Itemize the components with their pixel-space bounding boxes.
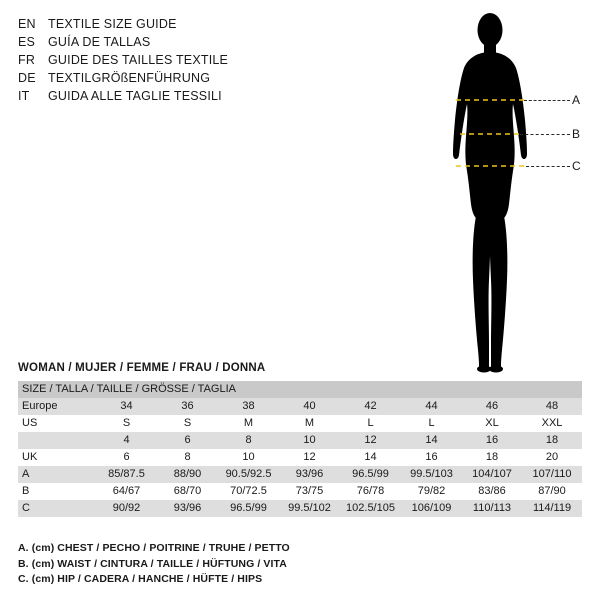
row-label: B — [18, 483, 96, 500]
body-silhouette-icon — [420, 8, 600, 378]
language-row — [18, 52, 298, 69]
table-row — [18, 466, 582, 483]
row-label: US — [18, 415, 96, 432]
table-cell: 99.5/103 — [401, 466, 462, 483]
table-cell: 34 — [96, 398, 157, 415]
table-cell: 20 — [522, 449, 582, 466]
table-row — [18, 398, 582, 415]
legend-line: B. (cm) WAIST / CINTURA / TAILLE / HÜFTUNG / VITA — [18, 557, 287, 570]
table-row — [18, 432, 582, 449]
language-text: GUIDA ALLE TAGLIE TESSILI — [48, 89, 222, 103]
table-cell: 73/75 — [279, 483, 340, 500]
table-cell: 10 — [279, 432, 340, 449]
table-cell: 90/92 — [96, 500, 157, 517]
table-cell: 76/78 — [340, 483, 401, 500]
row-label: C — [18, 500, 96, 517]
table-cell: 16 — [401, 449, 462, 466]
table-cell: 96.5/99 — [340, 466, 401, 483]
table-cell: S — [96, 415, 157, 432]
language-code: IT — [18, 89, 30, 103]
measure-label-c: C — [572, 159, 581, 173]
language-header — [18, 16, 298, 106]
row-label: Europe — [18, 398, 96, 415]
table-row — [18, 500, 582, 517]
table-cell: XXL — [522, 415, 582, 432]
table-cell: L — [340, 415, 401, 432]
size-table-wrapper — [18, 381, 582, 517]
table-cell: 87/90 — [522, 483, 582, 500]
table-cell: 14 — [401, 432, 462, 449]
language-text: GUIDE DES TAILLES TEXTILE — [48, 53, 229, 67]
table-cell: 107/110 — [522, 466, 582, 483]
measure-label-b: B — [572, 127, 581, 141]
table-cell: 102.5/105 — [340, 500, 401, 517]
table-cell: 64/67 — [96, 483, 157, 500]
table-cell: 104/107 — [462, 466, 522, 483]
legend-line: A. (cm) CHEST / PECHO / POITRINE / TRUHE / PETTO — [18, 542, 290, 554]
table-cell: 70/72.5 — [218, 483, 279, 500]
language-row — [18, 70, 298, 87]
table-cell: 4 — [96, 432, 157, 449]
language-code: ES — [18, 35, 36, 49]
table-row — [18, 483, 582, 500]
language-text: TEXTILGRÖßENFÜHRUNG — [48, 71, 211, 85]
table-cell: 18 — [522, 432, 582, 449]
language-code: FR — [18, 53, 36, 67]
table-cell: 93/96 — [279, 466, 340, 483]
table-cell: 114/119 — [522, 500, 582, 517]
table-cell: 79/82 — [401, 483, 462, 500]
row-label: UK — [18, 449, 96, 466]
table-row — [18, 449, 582, 466]
table-cell: 36 — [157, 398, 218, 415]
language-code: EN — [18, 17, 36, 31]
table-row — [18, 415, 582, 432]
language-text: GUÍA DE TALLAS — [48, 35, 151, 49]
table-cell: 6 — [157, 432, 218, 449]
table-cell: 8 — [218, 432, 279, 449]
table-cell: 12 — [340, 432, 401, 449]
table-cell: 96.5/99 — [218, 500, 279, 517]
measure-leader-b — [520, 134, 570, 135]
language-row — [18, 88, 298, 105]
table-cell: 48 — [522, 398, 582, 415]
table-header-label: SIZE / TALLA / TAILLE / GRÖSSE / TAGLIA — [18, 381, 582, 398]
table-cell: 85/87.5 — [96, 466, 157, 483]
table-cell: 88/90 — [157, 466, 218, 483]
measure-label-a: A — [572, 93, 581, 107]
measure-leader-c — [526, 166, 570, 167]
table-cell: 18 — [462, 449, 522, 466]
table-cell: 40 — [279, 398, 340, 415]
table-cell: 46 — [462, 398, 522, 415]
table-cell: XL — [462, 415, 522, 432]
table-cell: 12 — [279, 449, 340, 466]
table-cell: 16 — [462, 432, 522, 449]
female-silhouette-figure — [420, 8, 600, 378]
table-cell: 38 — [218, 398, 279, 415]
table-caption: WOMAN / MUJER / FEMME / FRAU / DONNA — [18, 362, 266, 374]
language-code: DE — [18, 71, 36, 85]
table-cell: 90.5/92.5 — [218, 466, 279, 483]
language-text: TEXTILE SIZE GUIDE — [48, 17, 177, 31]
table-cell: 44 — [401, 398, 462, 415]
size-table — [18, 381, 582, 517]
row-label — [18, 432, 96, 449]
row-label: A — [18, 466, 96, 483]
table-cell: S — [157, 415, 218, 432]
table-cell: 106/109 — [401, 500, 462, 517]
table-cell: 8 — [157, 449, 218, 466]
measurement-legend — [18, 541, 578, 588]
table-cell: 93/96 — [157, 500, 218, 517]
table-header-row — [18, 381, 582, 398]
table-cell: M — [279, 415, 340, 432]
table-cell: 6 — [96, 449, 157, 466]
table-cell: 14 — [340, 449, 401, 466]
table-cell: 110/113 — [462, 500, 522, 517]
table-cell: 10 — [218, 449, 279, 466]
table-cell: M — [218, 415, 279, 432]
table-cell: 83/86 — [462, 483, 522, 500]
table-cell: 68/70 — [157, 483, 218, 500]
legend-line: C. (cm) HIP / CADERA / HANCHE / HÜFTE / HIPS — [18, 573, 263, 585]
measure-leader-a — [524, 100, 570, 101]
table-cell: L — [401, 415, 462, 432]
language-row — [18, 34, 298, 51]
table-cell: 42 — [340, 398, 401, 415]
table-cell: 99.5/102 — [279, 500, 340, 517]
language-row — [18, 16, 298, 33]
